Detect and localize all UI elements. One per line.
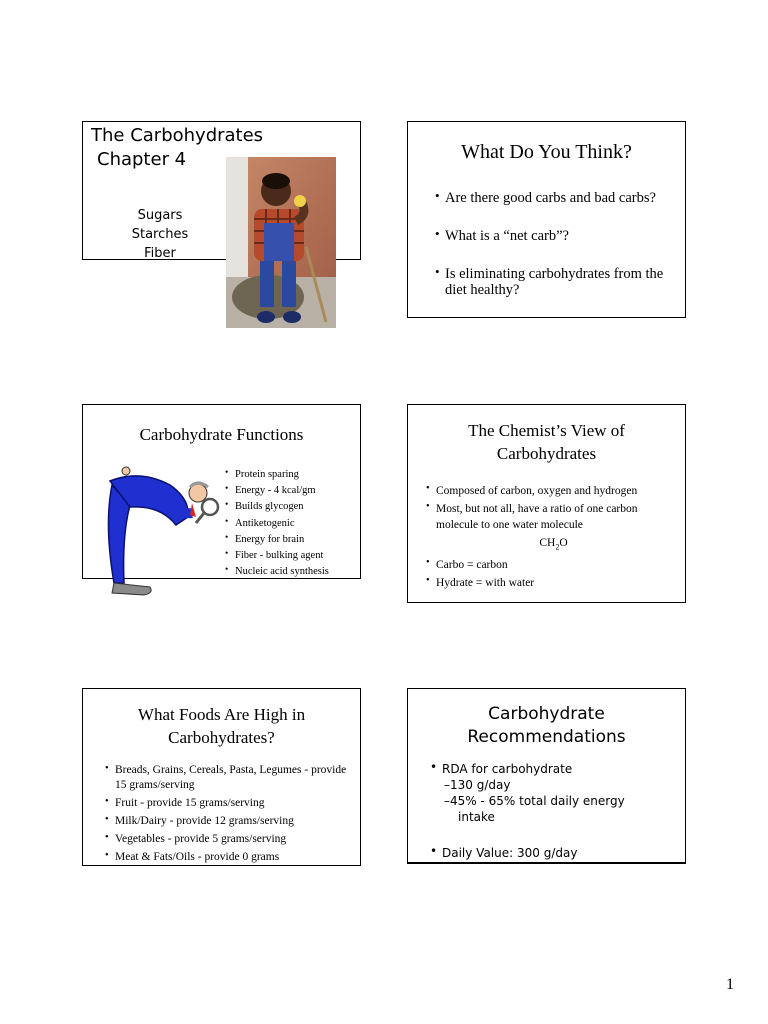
formula-ch: CH [539,537,556,549]
topic-item: Sugars [137,208,183,223]
chemistry-list [426,483,681,593]
slide-title: Carbohydrate Functions [139,425,304,444]
slide-title-line2: Chapter 4 [97,149,187,170]
slide-foods-high-in-carbs [82,688,361,866]
list-item: • Energy - 4 kcal/gm [225,483,359,499]
slide-title-line1: The Carbohydrates [91,125,264,146]
list-item: • What is a “net carb”? [435,228,675,244]
list-item: • Meat & Fats/Oils - provide 0 grams [105,850,355,865]
slide-title: What Do You Think? [461,141,632,163]
list-item: • Nucleic acid synthesis [225,564,359,580]
food-list [105,763,355,868]
slide-chemists-view [407,404,686,603]
child-eating-photo [226,157,336,328]
list-item: • Daily Value: 300 g/day [430,845,680,861]
title-line2: Carbohydrates [496,444,597,463]
recommendation-list [430,761,680,861]
formula-subscript: 2 [555,542,560,552]
topic-item: Starches [131,227,189,242]
list-item: • Antiketogenic [225,516,359,532]
slide-carbohydrate-recommendations [407,688,686,864]
question-list [435,190,675,320]
detective-magnifier-clipart [100,465,220,597]
list-item: • Breads, Grains, Cereals, Pasta, Legumes - provide 15 grams/serving [105,763,355,793]
slide-title [83,703,360,749]
title-line1: Carbohydrate [488,704,605,724]
title-line2: Recommendations [467,727,626,747]
list-item: • Builds glycogen [225,499,359,515]
function-list [225,467,359,580]
list-item: • Carbo = carbon [426,557,681,573]
list-item: • Is eliminating carbohydrates from the diet healthy? [435,266,675,298]
slide-what-do-you-think [407,121,686,318]
title-line2: Carbohydrates? [168,728,275,747]
list-item: • RDA for carbohydrate [430,761,680,777]
title-line1: What Foods Are High in [137,705,306,724]
topic-list [125,206,195,263]
topic-item: Fiber [144,246,176,261]
list-item: • Fruit - provide 15 grams/serving [105,796,355,811]
slide-title [408,419,685,465]
slide-title [408,703,685,749]
formula-o: O [559,537,568,549]
sub-item: –45% - 65% total daily energy [444,794,625,808]
title-line1: The Chemist’s View of [468,421,625,440]
list-item: • Composed of carbon, oxygen and hydrogen [426,483,681,499]
list-item: • Fiber - bulking agent [225,548,359,564]
formula [426,535,681,555]
list-item: • Protein sparing [225,467,359,483]
list-item: • Hydrate = with water [426,575,681,591]
list-item: • Most, but not all, have a ratio of one carbon molecule to one water molecule [426,501,681,533]
page-number: 1 [726,976,734,993]
list-item: • Vegetables - provide 5 grams/serving [105,832,355,847]
list-item: • Are there good carbs and bad carbs? [435,190,675,206]
sub-item: –130 g/day [444,778,511,792]
list-item: • Milk/Dairy - provide 12 grams/serving [105,814,355,829]
list-item: • Energy for brain [225,532,359,548]
sub-item-continuation: intake [458,810,495,824]
